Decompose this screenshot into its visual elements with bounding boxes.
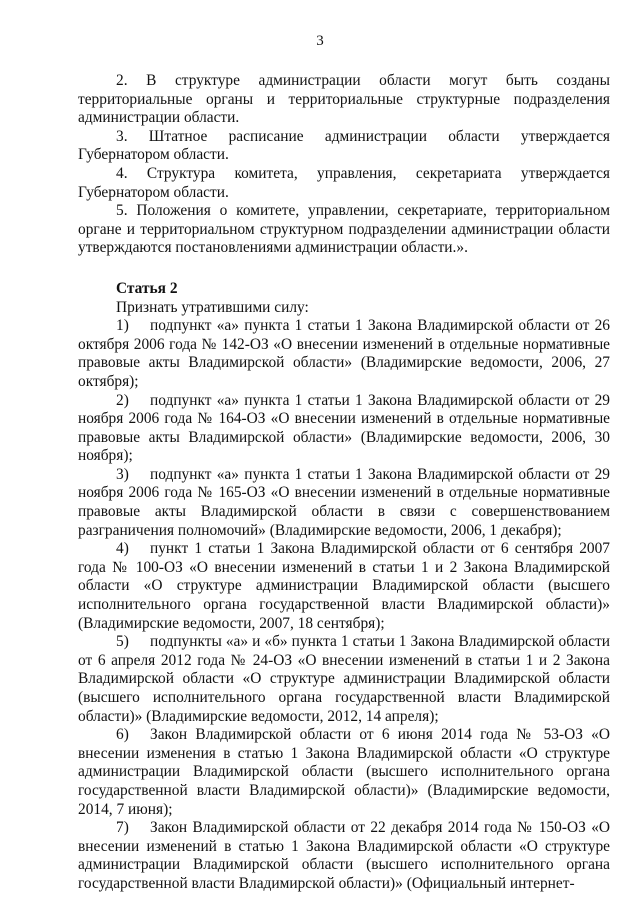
list-item xyxy=(78,540,610,633)
list-item xyxy=(78,392,610,466)
list-item-text: подпункт «а» пункта 1 статьи 1 Закона Владимирской области от 29 ноября 2006 года № 165-ОЗ «О внесении изменений в отдельные нормативные правовые акты Владимирской области в связи с совершенствованием разграничения полномочий» (Владимирские ведомости, 2006, 1 декабря); xyxy=(78,465,610,539)
list-item xyxy=(78,466,610,540)
document-body xyxy=(78,72,610,894)
paragraph-staffing: 3. Штатное расписание администрации области утверждается Губернатором области. xyxy=(78,127,610,164)
list-item xyxy=(78,726,610,819)
list-item-text: пункт 1 статьи 1 Закона Владимирской области от 6 сентября 2007 года № 100-ОЗ «О внесении изменений в статьи 1 и 2 Закона Владимирской области «О структуре администрации Владимирской области (высшего исполнительного органа государственной власти Владимирской области)» (Владимирские ведомости, 2007, 18 сентября); xyxy=(78,540,610,632)
page-number: 3 xyxy=(316,33,324,49)
list-item-text: подпункт «а» пункта 1 статьи 1 Закона Владимирской области от 26 октября 2006 года № 142-ОЗ «О внесении изменений в отдельные нормативные правовые акты Владимирской области» (Владимирские ведомости, 2006, 27 октября); xyxy=(78,317,610,390)
article-title: Статья 2 xyxy=(116,279,178,297)
list-item-number: 7) xyxy=(116,819,129,837)
list-item xyxy=(78,819,610,893)
list-item-text: Закон Владимирской области от 22 декабря 2014 года № 150-ОЗ «О внесении изменений в статью 1 Закона Владимирской области «О структуре администрации Владимирской области (высшего исполнительного органа государственной власти Владимирской области)» (Официальный интернет- xyxy=(78,819,610,892)
list-item-number: 2) xyxy=(116,391,129,409)
list-item-number: 6) xyxy=(116,726,129,744)
article-intro: Признать утратившими силу: xyxy=(116,298,309,316)
list-item-number: 4) xyxy=(116,540,129,558)
list-item-number: 3) xyxy=(116,465,129,483)
list-item-text: подпункты «а» и «б» пункта 1 статьи 1 Закона Владимирской области от 6 апреля 2012 года № 24-ОЗ «О внесении изменений в статьи 1 и 2 Закона Владимирской области «О структуре администрации Владимирской области (высшего исполнительного органа государственной власти Владимирской области)» (Владимирские ведомости, 2012, 14 апреля); xyxy=(78,633,610,725)
list-item xyxy=(78,317,610,391)
paragraph-structure: 2. В структуре администрации области могут быть созданы территориальные органы и территориальные структурные подразделения администрации области. xyxy=(78,72,610,127)
paragraph-committee-structure: 4. Структура комитета, управления, секретариата утверждается Губернатором области. xyxy=(78,164,610,201)
list-item-number: 5) xyxy=(116,633,129,651)
list-item xyxy=(78,633,610,726)
list-item-text: подпункт «а» пункта 1 статьи 1 Закона Владимирской области от 29 ноября 2006 года № 164-ОЗ «О внесении изменений в отдельные нормативные правовые акты Владимирской области» (Владимирские ведомости, 2006, 30 ноября); xyxy=(78,391,610,465)
section-gap xyxy=(78,258,610,280)
list-item-text: Закон Владимирской области от 6 июня 2014 года № 53-ОЗ «О внесении изменения в статью 1 Закона Владимирской области «О структуре администрации Владимирской области (высшего исполнительного органа государственной власти Владимирской области)» (Владимирские ведомости, 2014, 7 июня); xyxy=(78,726,610,818)
paragraph-regulations: 5. Положения о комитете, управлении, секретариате, территориальном органе и территориальном структурном подразделении администрации области утверждаются постановлениями администрации области.». xyxy=(78,202,610,257)
list-item-number: 1) xyxy=(116,317,129,335)
